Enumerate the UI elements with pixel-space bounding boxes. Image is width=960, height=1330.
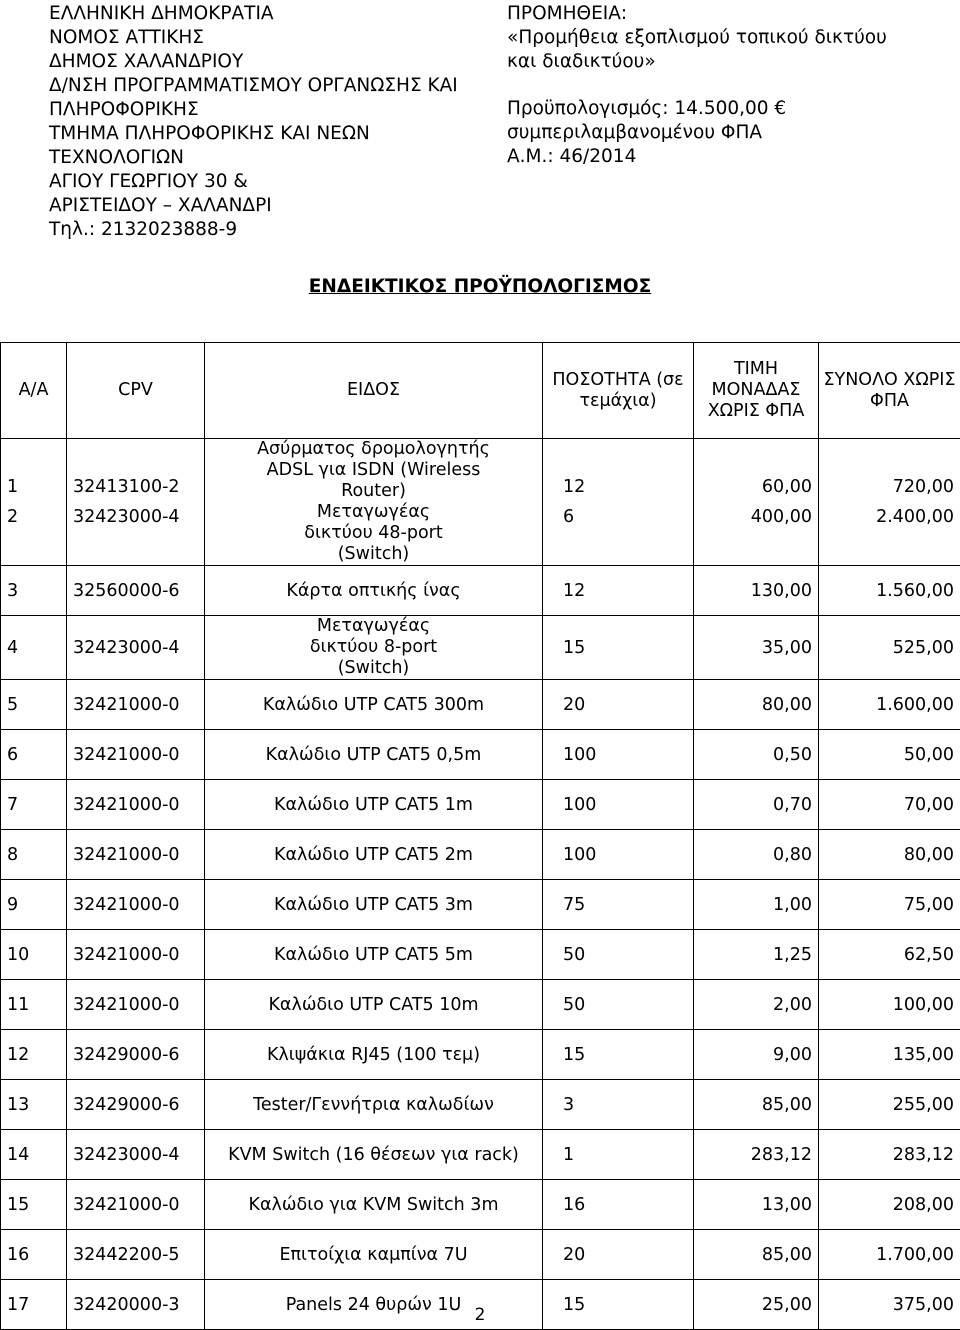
cell-aa: 9 <box>1 880 67 930</box>
cell-aa: 17 <box>1 1280 67 1330</box>
cell-qty: 20 <box>543 1230 694 1280</box>
authority-line: ΤΜΗΜΑ ΠΛΗΡΟΦΟΡΙΚΗΣ ΚΑΙ ΝΕΩΝ <box>49 122 458 146</box>
cell-qty: 12 <box>543 566 694 616</box>
cell-aa: 10 <box>1 930 67 980</box>
cell-price: 35,00 <box>694 616 819 680</box>
cell-aa: 13 <box>1 1080 67 1130</box>
cell-cpv: 32429000-6 <box>67 1030 205 1080</box>
authority-block <box>49 2 458 242</box>
cell-desc: Κλιψάκια RJ45 (100 τεμ) <box>205 1030 543 1080</box>
cell-aa: 5 <box>1 680 67 730</box>
cell-aa: 15 <box>1 1180 67 1230</box>
cell-cpv: 32421000-0 <box>67 830 205 880</box>
budget-table <box>0 342 960 1330</box>
cell-qty: 1 <box>543 1130 694 1180</box>
table-row <box>1 616 960 680</box>
cell-desc: Επιτοίχια καμπίνα 7U <box>205 1230 543 1280</box>
table-row <box>1 1180 960 1230</box>
cell-desc: Καλώδιο UTP CAT5 1m <box>205 780 543 830</box>
cell-qty: 20 <box>543 680 694 730</box>
cell-price: 80,00 <box>694 680 819 730</box>
authority-line: ΑΓΙΟΥ ΓΕΩΡΓΙΟΥ 30 & <box>49 170 458 194</box>
cell-qty: 15 <box>543 616 694 680</box>
cell-cpv: 32423000-4 <box>67 616 205 680</box>
cell-cpv: 32429000-6 <box>67 1080 205 1130</box>
cell-aa: 11 <box>1 980 67 1030</box>
cell-qty: 15 <box>543 1280 694 1330</box>
page-title: ΕΝΔΕΙΚΤΙΚΟΣ ΠΡΟΫΠΟΛΟΓΙΣΜΟΣ <box>0 276 960 297</box>
cell-qty: 16 <box>543 1180 694 1230</box>
table-header-row <box>1 343 960 439</box>
phone-line: Τηλ.: 2132023888-9 <box>49 218 458 242</box>
cell-desc <box>205 439 543 566</box>
cell-cpv: 32421000-0 <box>67 930 205 980</box>
cell-aa <box>1 439 67 566</box>
cell-total: 1.600,00 <box>819 680 960 730</box>
cell-total: 70,00 <box>819 780 960 830</box>
supply-block <box>507 2 887 169</box>
authority-line: ΝΟΜΟΣ ΑΤΤΙΚΗΣ <box>49 26 458 50</box>
table-row <box>1 680 960 730</box>
table-row <box>1 780 960 830</box>
cell-desc: KVM Switch (16 θέσεων για rack) <box>205 1130 543 1180</box>
cell-cpv: 32421000-0 <box>67 1180 205 1230</box>
cell-qty: 15 <box>543 1030 694 1080</box>
cell-qty: 3 <box>543 1080 694 1130</box>
cell-cpv: 32421000-0 <box>67 730 205 780</box>
supply-label: ΠΡΟΜΗΘΕΙΑ: <box>507 2 887 26</box>
cell-desc: Καλώδιο UTP CAT5 5m <box>205 930 543 980</box>
cell-desc-value: Μεταγωγέας δικτύου 48-port (Switch) <box>211 502 536 565</box>
cell-total: 255,00 <box>819 1080 960 1130</box>
cell-price: 2,00 <box>694 980 819 1030</box>
authority-line: ΔΗΜΟΣ ΧΑΛΑΝΔΡΙΟΥ <box>49 50 458 74</box>
cell-desc-value: Ασύρματος δρομολογητής ADSL για ISDN (Wireless Router) <box>211 439 536 502</box>
cell-price: 130,00 <box>694 566 819 616</box>
cell-cpv-value: 32423000-4 <box>73 502 198 532</box>
cell-aa: 6 <box>1 730 67 780</box>
column-header-aa: Α/Α <box>1 343 67 439</box>
cell-desc: Κάρτα οπτικής ίνας <box>205 566 543 616</box>
cell-cpv: 32421000-0 <box>67 980 205 1030</box>
cell-aa: 16 <box>1 1230 67 1280</box>
cell-total: 50,00 <box>819 730 960 780</box>
cell-aa: 3 <box>1 566 67 616</box>
cell-desc: Καλώδιο UTP CAT5 3m <box>205 880 543 930</box>
cell-price: 0,50 <box>694 730 819 780</box>
table-row <box>1 980 960 1030</box>
cell-desc: Καλώδιο UTP CAT5 300m <box>205 680 543 730</box>
cell-price: 1,00 <box>694 880 819 930</box>
cell-desc: Καλώδιο UTP CAT5 0,5m <box>205 730 543 780</box>
budget-vat-note: συμπεριλαμβανομένου ΦΠΑ <box>507 121 887 145</box>
cell-cpv: 32423000-4 <box>67 1130 205 1180</box>
table-row <box>1 1080 960 1130</box>
cell-desc: Καλώδιο για KVM Switch 3m <box>205 1180 543 1230</box>
cell-price <box>694 439 819 566</box>
authority-line: ΕΛΛΗΝΙΚΗ ΔΗΜΟΚΡΑΤΙΑ <box>49 2 458 26</box>
cell-aa: 7 <box>1 780 67 830</box>
authority-line: Δ/ΝΣΗ ΠΡΟΓΡΑΜΜΑΤΙΣΜΟΥ ΟΡΓΑΝΩΣΗΣ ΚΑΙ <box>49 74 458 98</box>
cell-price: 0,70 <box>694 780 819 830</box>
cell-price: 9,00 <box>694 1030 819 1080</box>
cell-qty: 100 <box>543 780 694 830</box>
cell-total-value: 2.400,00 <box>825 502 954 532</box>
cell-total <box>819 439 960 566</box>
cell-total: 375,00 <box>819 1280 960 1330</box>
supply-title: «Προμήθεια εξοπλισμού τοπικού δικτύου <box>507 26 887 50</box>
cell-price: 283,12 <box>694 1130 819 1180</box>
table-row <box>1 930 960 980</box>
cell-qty: 75 <box>543 880 694 930</box>
cell-qty: 50 <box>543 930 694 980</box>
cell-total: 100,00 <box>819 980 960 1030</box>
cell-aa: 12 <box>1 1030 67 1080</box>
cell-desc: Tester/Γεννήτρια καλωδίων <box>205 1080 543 1130</box>
cell-total: 135,00 <box>819 1030 960 1080</box>
cell-qty: 50 <box>543 980 694 1030</box>
cell-price-value: 400,00 <box>700 502 812 532</box>
cell-price: 1,25 <box>694 930 819 980</box>
study-number: Α.Μ.: 46/2014 <box>507 145 887 169</box>
authority-line: ΤΕΧΝΟΛΟΓΙΩΝ <box>49 146 458 170</box>
cell-cpv: 32421000-0 <box>67 780 205 830</box>
cell-aa: 14 <box>1 1130 67 1180</box>
table-row <box>1 880 960 930</box>
cell-desc: Μεταγωγέας δικτύου 8-port (Switch) <box>205 616 543 680</box>
column-header-cpv: CPV <box>67 343 205 439</box>
cell-total: 75,00 <box>819 880 960 930</box>
cell-qty-value: 12 <box>563 472 687 502</box>
cell-qty: 100 <box>543 830 694 880</box>
cell-price: 13,00 <box>694 1180 819 1230</box>
table-row <box>1 439 960 566</box>
cell-price: 0,80 <box>694 830 819 880</box>
authority-line: ΑΡΙΣΤΕΙΔΟΥ – ΧΑΛΑΝΔΡΙ <box>49 194 458 218</box>
cell-price-value: 60,00 <box>700 472 812 502</box>
cell-price: 25,00 <box>694 1280 819 1330</box>
cell-cpv: 32560000-6 <box>67 566 205 616</box>
cell-total: 80,00 <box>819 830 960 880</box>
cell-price: 85,00 <box>694 1080 819 1130</box>
cell-desc: Καλώδιο UTP CAT5 2m <box>205 830 543 880</box>
cell-total: 62,50 <box>819 930 960 980</box>
cell-cpv: 32421000-0 <box>67 680 205 730</box>
cell-price: 85,00 <box>694 1230 819 1280</box>
cell-cpv: 32442200-5 <box>67 1230 205 1280</box>
cell-cpv-value: 32413100-2 <box>73 472 198 502</box>
column-header-total: ΣΥΝΟΛΟ ΧΩΡΙΣ ΦΠΑ <box>819 343 960 439</box>
cell-total-value: 720,00 <box>825 472 954 502</box>
budget-amount: Προϋπολογισμός: 14.500,00 € <box>507 97 887 121</box>
supply-title: και διαδικτύου» <box>507 50 887 74</box>
column-header-desc: ΕΙΔΟΣ <box>205 343 543 439</box>
cell-qty-value: 6 <box>563 502 687 532</box>
cell-qty <box>543 439 694 566</box>
cell-aa: 8 <box>1 830 67 880</box>
cell-total: 1.560,00 <box>819 566 960 616</box>
table-row <box>1 566 960 616</box>
cell-desc: Καλώδιο UTP CAT5 10m <box>205 980 543 1030</box>
table-row <box>1 1230 960 1280</box>
cell-aa-value: 1 <box>7 472 60 502</box>
cell-total: 525,00 <box>819 616 960 680</box>
table-row <box>1 1030 960 1080</box>
table-row <box>1 730 960 780</box>
cell-cpv <box>67 439 205 566</box>
cell-total: 208,00 <box>819 1180 960 1230</box>
column-header-price: ΤΙΜΗ ΜΟΝΑΔΑΣ ΧΩΡΙΣ ΦΠΑ <box>694 343 819 439</box>
cell-total: 1.700,00 <box>819 1230 960 1280</box>
cell-total: 283,12 <box>819 1130 960 1180</box>
authority-line: ΠΛΗΡΟΦΟΡΙΚΗΣ <box>49 98 458 122</box>
cell-aa-value: 2 <box>7 502 60 532</box>
column-header-qty: ΠΟΣΟΤΗΤΑ (σε τεμάχια) <box>543 343 694 439</box>
cell-qty: 100 <box>543 730 694 780</box>
cell-cpv: 32421000-0 <box>67 880 205 930</box>
cell-cpv: 32420000-3 <box>67 1280 205 1330</box>
table-row <box>1 830 960 880</box>
page-number: 2 <box>0 1305 960 1325</box>
cell-desc: Panels 24 θυρών 1U <box>205 1280 543 1330</box>
cell-aa: 4 <box>1 616 67 680</box>
table-row <box>1 1130 960 1180</box>
